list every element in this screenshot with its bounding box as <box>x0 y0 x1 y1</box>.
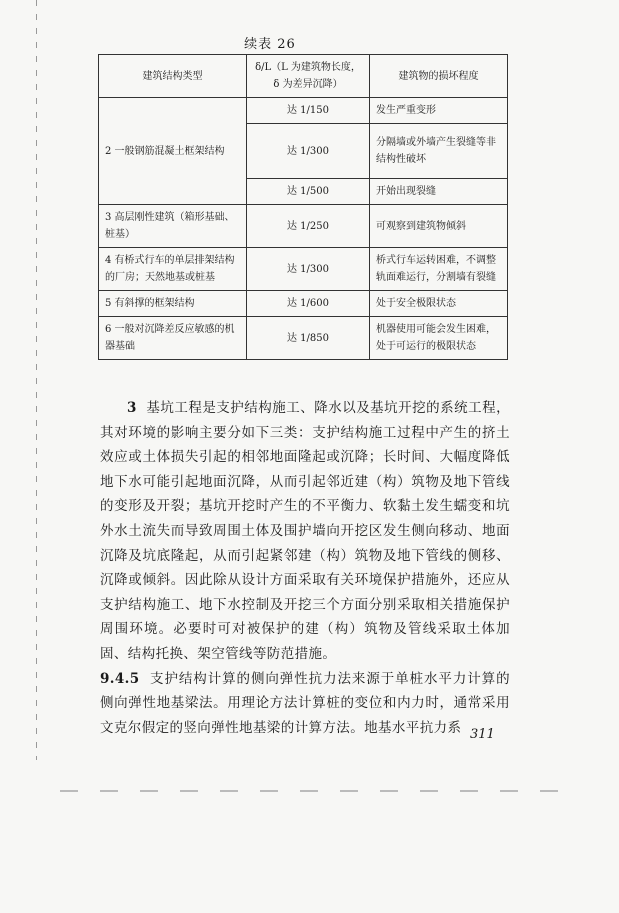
cell-damage: 开始出现裂缝 <box>370 179 508 205</box>
table-row <box>99 291 508 317</box>
cell-ratio: 达 1/600 <box>247 291 370 317</box>
cell-ratio: 达 1/300 <box>247 124 370 179</box>
cell-damage: 机器使用可能会发生困难，处于可运行的极限状态 <box>370 317 508 360</box>
page-number: 311 <box>470 727 495 742</box>
table-row <box>99 205 508 248</box>
section-number: 9.4.5 <box>100 670 140 687</box>
body-text <box>100 396 510 740</box>
cell-ratio: 达 1/150 <box>247 98 370 124</box>
paragraph-text: 支护结构计算的侧向弹性抗力法来源于单桩水平力计算的侧向弹性地基梁法。用理论方法计算桩的变位和内力时，通常采用文克尔假定的竖向弹性地基梁的计算方法。地基水平抗力系 <box>100 670 511 736</box>
cell-type: 5 有斜撑的框架结构 <box>99 291 247 317</box>
header-structure-type: 建筑结构类型 <box>99 55 247 98</box>
cell-ratio: 达 1/850 <box>247 317 370 360</box>
table-header-row <box>99 55 508 98</box>
cell-damage: 桥式行车运转困难，不调整轨面难运行，分割墙有裂缝 <box>370 248 508 291</box>
cell-type: 3 高层刚性建筑（箱形基础、桩基） <box>99 205 247 248</box>
cell-damage: 发生严重变形 <box>370 98 508 124</box>
cell-damage: 处于安全极限状态 <box>370 291 508 317</box>
cell-type: 4 有桥式行车的单层排架结构的厂房；天然地基或桩基 <box>99 248 247 291</box>
paragraph-3 <box>100 396 510 667</box>
paragraph-text: 基坑工程是支护结构施工、降水以及基坑开挖的系统工程，其对环境的影响主要分如下三类：支护结构施工过程中产生的挤土效应或土体损失引起的相邻地面隆起或沉降；长时间、大幅度降低地下水可能引起地面沉降，从而引起邻近建（构）筑物及地下管线的变形及开裂；基坑开挖时产生的不平衡力、软黏土发生蠕变和坑外水土流失而导致周围土体及围护墙向开挖区发生侧向移动、地面沉降及坑底隆起，从而引起紧邻建（构）筑物及地下管线的侧移、沉降或倾斜。因此除从设计方面采取有关环境保护措施外，还应从支护结构施工、地下水控制及开挖三个方面分别采取相关措施保护周围环境。必要时可对被保护的建（构）筑物及管线采取土体加固、结构托换、架空管线等防范措施。 <box>100 400 510 662</box>
cell-ratio: 达 1/300 <box>247 248 370 291</box>
cell-type: 6 一般对沉降差反应敏感的机器基础 <box>99 317 247 360</box>
table-caption: 续表 26 <box>244 37 296 52</box>
paragraph-number: 3 <box>127 400 137 416</box>
settlement-damage-table <box>98 54 508 360</box>
cell-damage: 分隔墙或外墙产生裂缝等非结构性破坏 <box>370 124 508 179</box>
cell-type: 2 一般钢筋混凝土框架结构 <box>99 98 247 205</box>
cell-damage: 可观察到建筑物倾斜 <box>370 205 508 248</box>
header-damage: 建筑物的损坏程度 <box>370 55 508 98</box>
paragraph-9-4-5 <box>100 667 510 741</box>
table-row <box>99 317 508 360</box>
scan-edge-line <box>36 0 37 760</box>
footer-scan-marks <box>60 790 560 792</box>
cell-ratio: 达 1/250 <box>247 205 370 248</box>
table-row <box>99 248 508 291</box>
header-ratio: δ/L（L 为建筑物长度，δ 为差异沉降） <box>247 55 370 98</box>
table-row <box>99 98 508 124</box>
cell-ratio: 达 1/500 <box>247 179 370 205</box>
